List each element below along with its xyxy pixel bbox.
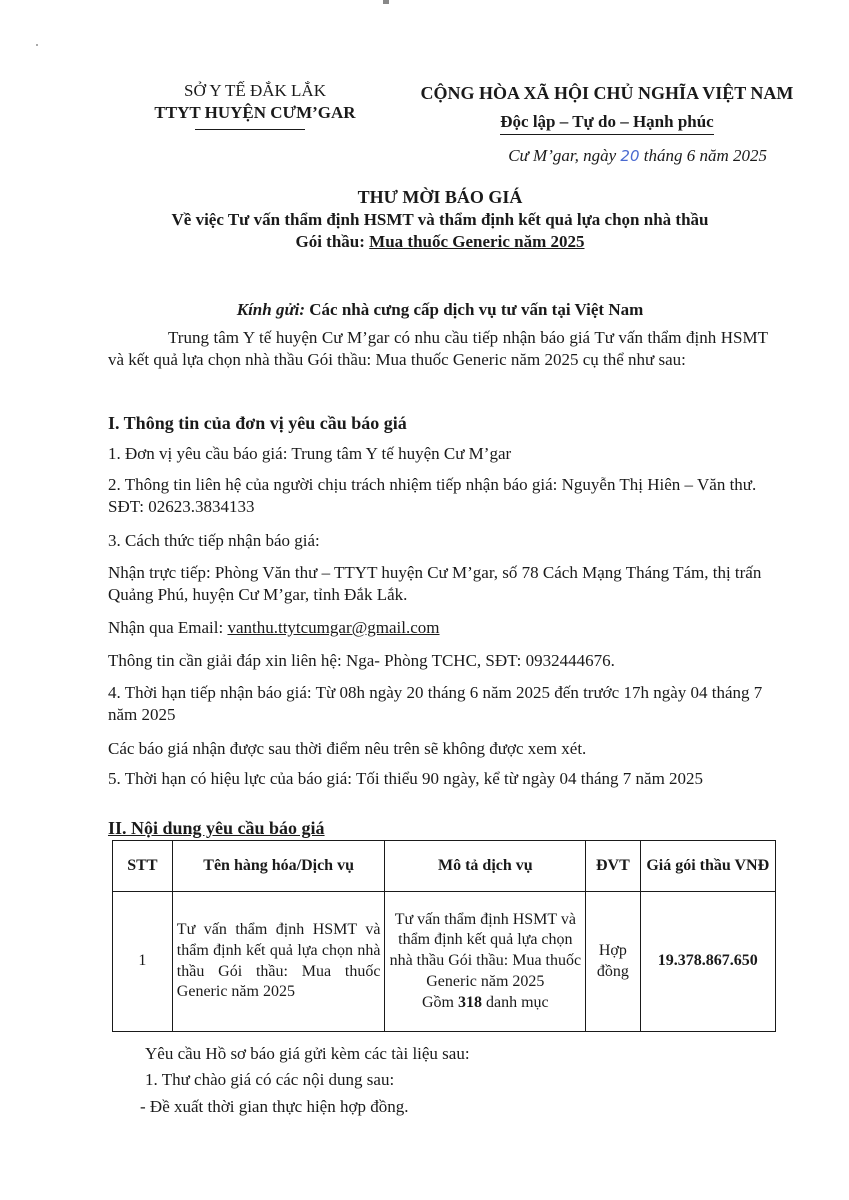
table-row [113,892,776,1032]
count-suffix: danh mục [482,993,549,1011]
attachment-bullet-1: - Đề xuất thời gian thực hiện hợp đồng. [140,1097,409,1116]
description-count-line [389,993,581,1014]
org-underline [195,129,305,130]
intro-paragraph: Trung tâm Y tế huyện Cư M’gar có nhu cầu tiếp nhận báo giá Tư vấn thẩm định HSMT và kết quả lựa chọn nhà thầu Gói thầu: Mua thuốc Generic năm 2025 cụ thể như sau: [108,328,768,370]
header-item-name: Tên hàng hóa/Dịch vụ [172,841,385,892]
package-line [100,231,780,253]
document-title-block [100,186,780,254]
recipient-line [100,299,780,321]
table-header-row [113,841,776,892]
scan-mark [383,0,389,4]
date-line [508,145,767,167]
cell-unit: Hợp đồng [586,892,640,1032]
cell-item-name: Tư vấn thẩm định HSMT và thẩm định kết quả lựa chọn nhà thầu Gói thầu: Mua thuốc Generic năm 2025 [172,892,385,1032]
package-prefix: Gói thầu: [295,232,370,252]
national-header [392,82,822,135]
cell-description [385,892,586,1032]
email-link[interactable]: vanthu.ttytcumgar@gmail.com [227,618,440,637]
attachment-intro: Yêu cầu Hồ sơ báo giá gửi kèm các tài liệu sau: [145,1044,470,1063]
section-1-item-4: 4. Thời hạn tiếp nhận báo giá: Từ 08h ngày 20 tháng 6 năm 2025 đến trước 17h ngày 04 tháng 7 năm 2025 [108,683,763,725]
org-line-2: TTYT HUYỆN CƯM’GAR [154,103,356,123]
quotation-table [112,840,776,1032]
header-stt: STT [113,841,173,892]
recipient-text: Các nhà cưng cấp dịch vụ tư vấn tại Việt Nam [309,300,644,319]
package-name: Mua thuốc Generic năm 2025 [369,232,585,252]
cell-price: 19.378.867.650 [640,892,775,1032]
direct-receipt: Nhận trực tiếp: Phòng Văn thư – TTYT huyện Cư M’gar, số 78 Cách Mạng Tháng Tám, thị trấn Quảng Phú, huyện Cư M’gar, tỉnh Đắk Lắk. [108,563,762,605]
section-1-item-2: 2. Thông tin liên hệ của người chịu trách nhiệm tiếp nhận báo giá: Nguyễn Thị Hiên – Văn thư. SĐT: 02623.3834133 [108,475,757,517]
section-1-heading: I. Thông tin của đơn vị yêu cầu báo giá [108,413,407,433]
handwritten-day: 20 [620,147,640,165]
date-suffix: tháng 6 năm 2025 [643,146,767,165]
issuing-organization [120,80,390,124]
date-prefix: Cư M’gar, ngày [508,146,617,165]
cell-stt: 1 [113,892,173,1032]
scan-dot [36,44,38,46]
header-description: Mô tả dịch vụ [385,841,586,892]
count-prefix: Gồm [422,993,458,1011]
email-line [108,617,768,639]
email-label: Nhận qua Email: [108,618,228,637]
header-unit: ĐVT [586,841,640,892]
document-title: THƯ MỜI BÁO GIÁ [357,187,523,207]
header-price: Giá gói thầu VNĐ [640,841,775,892]
section-1-item-5: 5. Thời hạn có hiệu lực của báo giá: Tối thiểu 90 ngày, kể từ ngày 04 tháng 7 năm 2025 [108,769,704,788]
nation-motto: Độc lập – Tự do – Hạnh phúc [500,111,713,135]
count-value: 318 [458,993,482,1011]
description-main: Tư vấn thẩm định HSMT và thẩm định kết quả lựa chọn nhà thầu Gói thầu: Mua thuốc Generic năm 2025 [389,910,582,990]
section-2-heading: II. Nội dung yêu cầu báo giá [108,818,325,838]
contact-info: Thông tin cần giải đáp xin liên hệ: Nga- Phòng TCHC, SĐT: 0932444676. [108,651,615,670]
attachment-item-1: 1. Thư chào giá có các nội dung sau: [145,1070,395,1089]
recipient-label: Kính gửi: [236,300,306,319]
document-subject: Về việc Tư vấn thẩm định HSMT và thẩm định kết quả lựa chọn nhà thầu [171,210,709,230]
section-1-item-1: 1. Đơn vị yêu cầu báo giá: Trung tâm Y tế huyện Cư M’gar [108,444,512,463]
nation-line-1: CỘNG HÒA XÃ HỘI CHỦ NGHĨA VIỆT NAM [420,83,794,103]
late-note: Các báo giá nhận được sau thời điểm nêu trên sẽ không được xem xét. [108,739,587,758]
org-line-1: SỞ Y TẾ ĐẮK LẮK [184,81,326,100]
section-1-item-3: 3. Cách thức tiếp nhận báo giá: [108,531,320,550]
